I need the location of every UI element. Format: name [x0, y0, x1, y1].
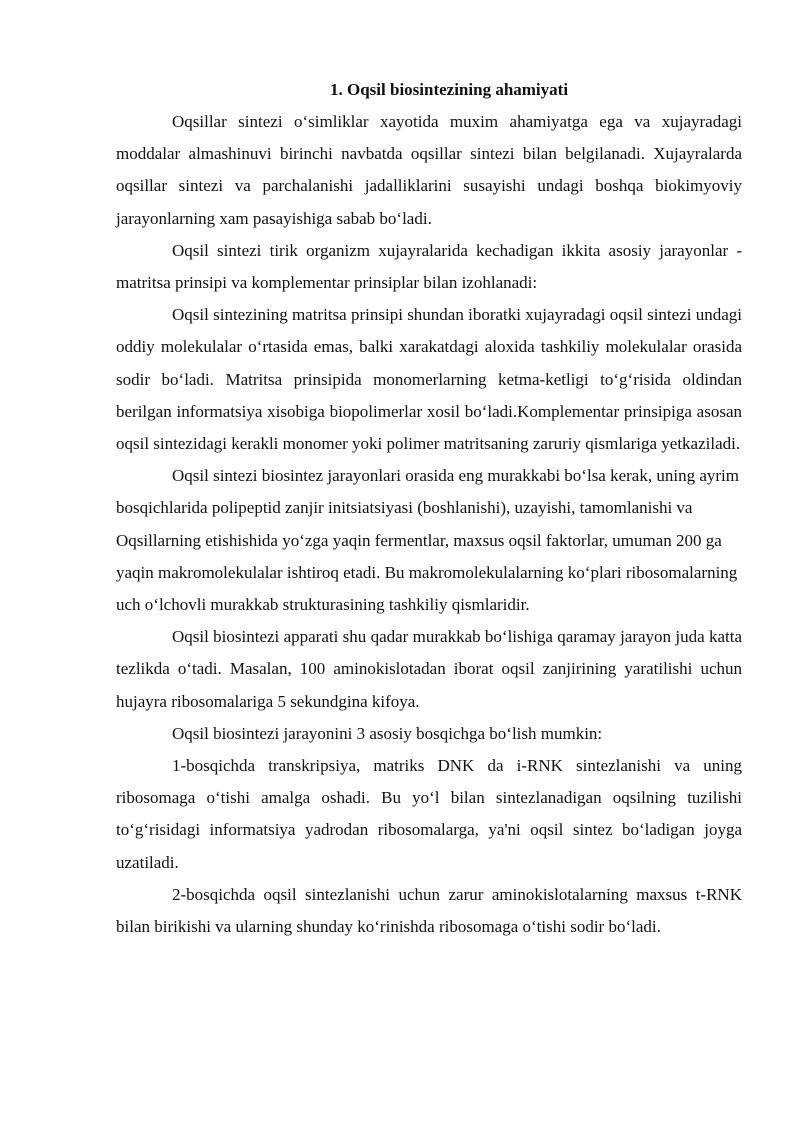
- paragraph-5: Oqsil biosintezi apparati shu qadar murakkab bo‘lishiga qaramay jarayon juda katta tezlikda o‘tadi. Masalan, 100 aminokislotadan iborat oqsil zanjirining yaratilishi uchun hujayra ribosomalariga 5 sekundgina kifoya.: [116, 627, 742, 711]
- paragraph-3: Oqsil sintezining matritsa prinsipi shundan iboratki xujayradagi oqsil sintezi undagi oddiy molekulalar o‘rtasida emas, balki xarakatdagi aloxida tashkiliy molekulalar orasida sodir bo‘ladi. Matritsa prinsipida monomerlarning ketma-ketligi to‘g‘risida oldindan berilgan informatsiya xisobiga biopolimerlar xosil bo‘ladi.Komplementar prinsipiga asosan oqsil sintezidagi kerakli monomer yoki polimer matritsaning zaruriy qismlariga yetkaziladi.: [116, 305, 742, 454]
- paragraph-8: 2-bosqichda oqsil sintezlanishi uchun zarur aminokislotalarning maxsus t-RNK bilan birikishi va ularning shunday ko‘rinishda ribosomaga o‘tishi sodir bo‘ladi.: [116, 884, 742, 937]
- document-page: [116, 74, 742, 943]
- paragraph-4: Oqsil sintezi biosintez jarayonlari orasida eng murakkabi bo‘lsa kerak, uning ayrim bosqichlarida polipeptid zanjir initsiatsiyasi (boshlanishi), uzayishi, tamomlanishi va Oqsillarning etishishida yo‘zga yaqin fermentlar, maxsus oqsil faktorlar, umuman 200 ga yaqin makromolekulalar ishtiroq etadi. Bu makromolekulalarning ko‘plari ribosomalarning uch o‘lchovli murakkab strukturasining tashkiliy qismlaridir.: [116, 466, 739, 615]
- paragraph-6: Oqsil biosintezi jarayonini 3 asosiy bosqichga bo‘lish mumkin:: [172, 723, 603, 743]
- paragraph-7: 1-bosqichda transkripsiya, matriks DNK da i-RNK sintezlanishi va uning ribosomaga o‘tishi amalga oshadi. Bu yo‘l bilan sintezlanadigan oqsilning tuzilishi to‘g‘risidagi informatsiya yadrodan ribosomalarga, ya'ni oqsil sintez bo‘ladigan joyga uzatiladi.: [116, 756, 742, 872]
- document-title: 1. Oqsil biosintezining ahamiyati: [330, 80, 569, 99]
- paragraph-1: Oqsillar sintezi o‘simliklar xayotida muxim ahamiyatga ega va xujayradagi moddalar almashinuvi birinchi navbatda oqsillar sintezi bilan belgilanadi. Xujayralarda oqsillar sintezi va parchalanishi jadalliklarini susayishi undagi boshqa biokimyoviy jarayonlarning xam pasayishiga sabab bo‘ladi.: [116, 112, 742, 228]
- paragraph-2: Oqsil sintezi tirik organizm xujayralarida kechadigan ikkita asosiy jarayonlar - matritsa prinsipi va komplementar prinsiplar bilan izohlanadi:: [116, 240, 742, 293]
